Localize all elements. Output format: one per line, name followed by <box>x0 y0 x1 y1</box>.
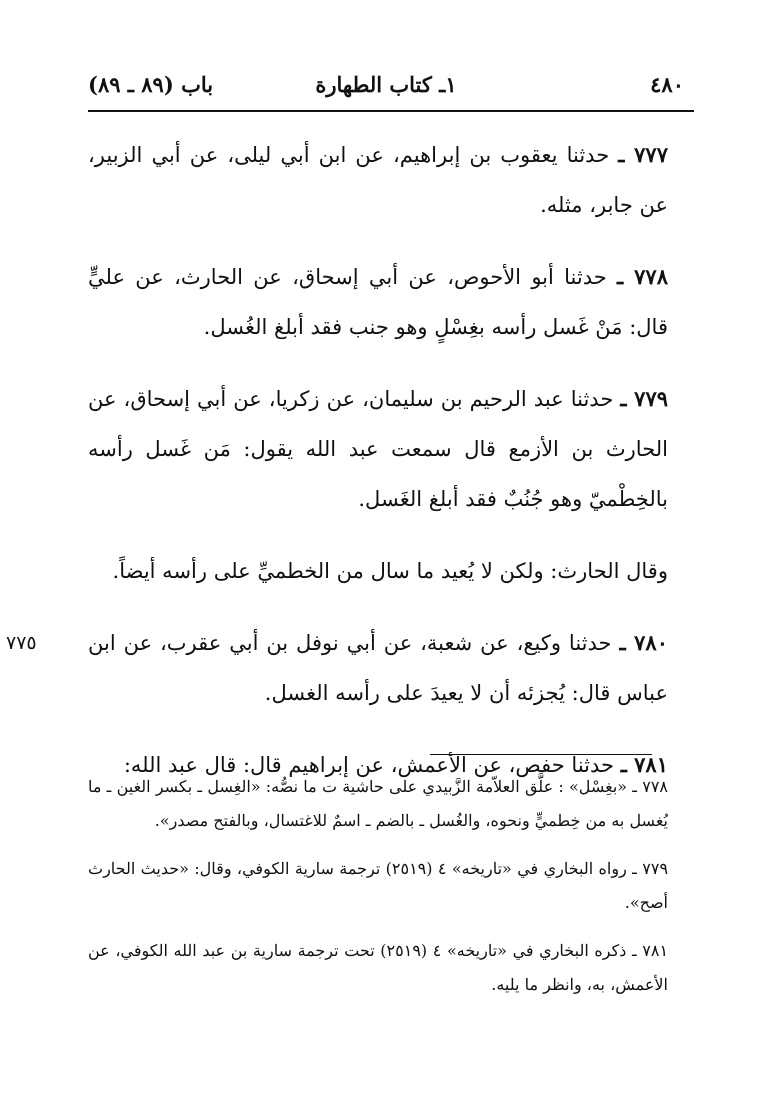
header-rule <box>88 110 694 112</box>
chapter-label: باب (٨٩ ـ ٨٩) <box>88 72 214 97</box>
footnote-separator <box>430 754 652 755</box>
hadith-text: حدثنا عبد الرحيم بن سليمان، عن زكريا، عن أبي إسحاق، عن الحارث بن الأزمع قال سمعت عبد الله يقول: مَن غَسل رأسه بالخِطْميّ وهو جُنُبٌ فقد أبلغ الغَسل. <box>88 387 668 511</box>
hadith-text: وقال الحارث: ولكن لا يُعيد ما سال من الخطميِّ على رأسه أيضاً. <box>112 559 668 583</box>
footnotes <box>88 770 668 1016</box>
hadith-779-continuation <box>88 546 668 596</box>
footnote-778: ٧٧٨ ـ «بغِسْل» : علَّق العلاّمة الزَّبيدي على حاشية ت ما نصُّه: «الغِسل ـ بكسر الغين ـ ما يُغسل به من خِطميٍّ ونحوه، والغُسل ـ بالضم ـ اسمٌ للاغتسال، وبالفتح مصدر». <box>88 777 668 830</box>
hadith-779 <box>88 374 668 524</box>
hadith-number: ٧٧٨ ـ <box>617 264 668 289</box>
footnote-779: ٧٧٩ ـ رواه البخاري في «تاريخه» ٤ (٢٥١٩) ترجمة سارية الكوفي، وقال: «حديث الحارث أصح». <box>88 859 669 912</box>
hadith-number: ٧٨٠ ـ <box>619 630 668 655</box>
hadith-text: حدثنا وكيع، عن شعبة، عن أبي نوفل بن أبي عقرب، عن ابن عباس قال: يُجزئه أن لا يعيدَ على رأسه الغسل. <box>88 631 668 705</box>
hadith-778 <box>88 252 668 352</box>
page-number: ٤٨٠ <box>650 72 684 97</box>
margin-reference-number: ٧٧٥ <box>6 632 37 654</box>
hadith-text: حدثنا يعقوب بن إبراهيم، عن ابن أبي ليلى، عن أبي الزبير، عن جابر، مثله. <box>88 143 668 217</box>
main-text <box>6 130 669 812</box>
running-header <box>88 64 684 106</box>
hadith-text: حدثنا حفص، عن الأعمش، عن إبراهيم قال: قال عبد الله: <box>123 753 621 777</box>
hadith-number: ٧٧٧ ـ <box>618 142 668 167</box>
hadith-780 <box>6 618 668 718</box>
hadith-text: حدثنا أبو الأحوص، عن أبي إسحاق، عن الحارث، عن عليٍّ قال: مَنْ غَسل رأسه بغِسْلٍ وهو جنب فقد أبلغ الغُسل. <box>88 265 668 339</box>
hadith-number: ٧٧٩ ـ <box>620 386 669 411</box>
hadith-777 <box>88 130 668 230</box>
book-title: ١ـ كتاب الطهارة <box>315 72 457 97</box>
hadith-number: ٧٨١ ـ <box>620 752 668 777</box>
footnote-781: ٧٨١ ـ ذكره البخاري في «تاريخه» ٤ (٢٥١٩) تحت ترجمة سارية بن عبد الله الكوفي، عن الأعمش، به، وانظر ما يليه. <box>88 941 669 994</box>
